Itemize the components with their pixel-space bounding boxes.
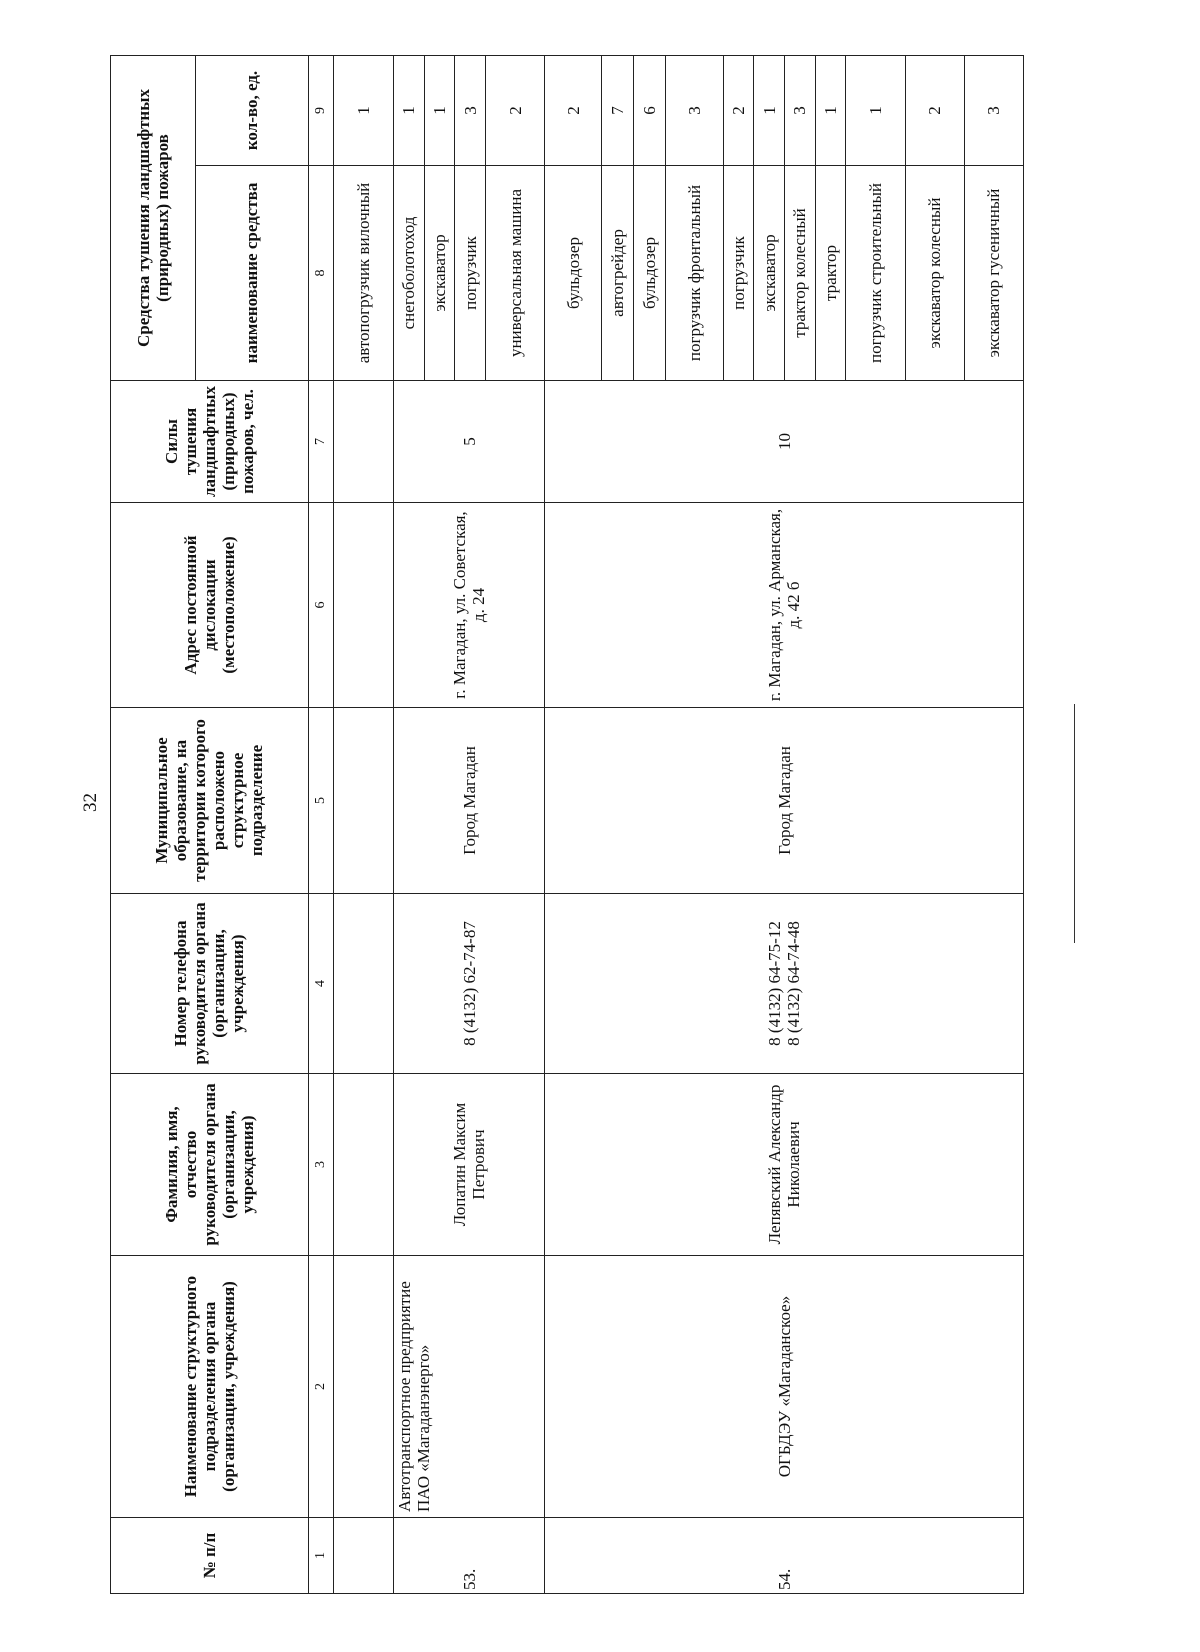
row-number: 53. xyxy=(394,1518,545,1594)
equipment-name: бульдозер xyxy=(545,166,602,381)
equipment-qty: 2 xyxy=(905,55,964,165)
equipment-qty: 2 xyxy=(486,55,545,165)
equipment-qty: 3 xyxy=(785,55,816,165)
equipment-qty: 3 xyxy=(964,55,1023,165)
header-forces: Силы тушения ландшафтных (природных) пожаров, чел. xyxy=(111,381,309,503)
equipment-name: экскаватор гусеничный xyxy=(964,166,1023,381)
equipment-name: экскаватор колесный xyxy=(905,166,964,381)
col-number-4: 4 xyxy=(308,894,333,1074)
forces-count: 10 xyxy=(545,381,1024,503)
org-name: Автотранспортное предприятие ПАО «Магаданэнерго» xyxy=(394,1256,545,1518)
equipment-name: погрузчик строительный xyxy=(846,166,905,381)
address: г. Магадан, ул. Советская, д. 24 xyxy=(394,503,545,708)
equipment-name: погрузчик xyxy=(455,166,486,381)
equipment-qty: 6 xyxy=(634,55,666,165)
cell-empty xyxy=(333,381,393,503)
header-equipment: Средства тушения ландшафтных (природных) пожаров xyxy=(111,55,196,380)
separator-line xyxy=(1074,704,1075,943)
equipment-name: бульдозер xyxy=(634,166,666,381)
equipment-name: трактор xyxy=(815,166,846,381)
equipment-name: трактор колесный xyxy=(785,166,816,381)
equipment-qty: 3 xyxy=(455,55,486,165)
equipment-qty: 3 xyxy=(665,55,723,165)
header-municipality: Муниципальное образование, на территории которого расположено структурное подразделение xyxy=(111,708,309,894)
head-phone: 8 (4132) 64-75-12 8 (4132) 64-74-48 xyxy=(545,894,1024,1074)
equipment-name: погрузчик фронтальный xyxy=(665,166,723,381)
page-number: 32 xyxy=(80,793,101,812)
col-number-8: 8 xyxy=(308,166,333,381)
cell-empty xyxy=(333,503,393,708)
col-number-3: 3 xyxy=(308,1074,333,1256)
header-head: Фамилия, имя, отчество руководителя органа (организации, учреждения) xyxy=(111,1074,309,1256)
cell-empty xyxy=(333,708,393,894)
row-number: 54. xyxy=(545,1518,1024,1594)
equipment-qty: 1 xyxy=(424,55,455,165)
equipment-qty: 2 xyxy=(545,55,602,165)
header-equipment-name: наименование средства xyxy=(195,166,308,381)
col-number-6: 6 xyxy=(308,503,333,708)
cell-empty xyxy=(333,1074,393,1256)
head-name: Лепявский Александр Николаевич xyxy=(545,1074,1024,1256)
org-name: ОГБДЭУ «Магаданское» xyxy=(545,1256,1024,1518)
equipment-qty: 7 xyxy=(602,55,634,165)
header-num: № п/п xyxy=(111,1518,309,1594)
fire-forces-table xyxy=(110,55,1024,1594)
equipment-qty: 2 xyxy=(723,55,754,165)
table-row-54 xyxy=(545,55,602,1593)
municipality: Город Магадан xyxy=(394,708,545,894)
equipment-qty: 1 xyxy=(815,55,846,165)
equipment-name: снегоболотоход xyxy=(394,166,425,381)
head-name: Лопатин Максим Петрович xyxy=(394,1074,545,1256)
col-number-2: 2 xyxy=(308,1256,333,1518)
equipment-name: автогрейдер xyxy=(602,166,634,381)
col-number-1: 1 xyxy=(308,1518,333,1594)
table-row-continuation xyxy=(333,55,393,1593)
header-address: Адрес постоянной дислокации (местоположение) xyxy=(111,503,309,708)
equipment-name: экскаватор xyxy=(754,166,785,381)
col-number-9: 9 xyxy=(308,55,333,165)
header-equipment-qty: кол-во, ед. xyxy=(195,55,308,165)
equipment-qty: 1 xyxy=(754,55,785,165)
cell-empty xyxy=(333,1518,393,1594)
header-row-1 xyxy=(111,55,196,1593)
table-row-53 xyxy=(394,55,425,1593)
rotated-table-container xyxy=(110,56,1024,1594)
header-name: Наименование структурного подразделения органа (организации, учреждения) xyxy=(111,1256,309,1518)
header-phone: Номер телефона руководителя органа (организации, учреждения) xyxy=(111,894,309,1074)
col-number-7: 7 xyxy=(308,381,333,503)
forces-count: 5 xyxy=(394,381,545,503)
equipment-qty: 1 xyxy=(846,55,905,165)
equipment-name: автопогрузчик вилочный xyxy=(333,166,393,381)
equipment-qty: 1 xyxy=(333,55,393,165)
head-phone: 8 (4132) 62-74-87 xyxy=(394,894,545,1074)
col-number-5: 5 xyxy=(308,708,333,894)
equipment-name: универсальная машина xyxy=(486,166,545,381)
equipment-name: погрузчик xyxy=(723,166,754,381)
cell-empty xyxy=(333,1256,393,1518)
equipment-qty: 1 xyxy=(394,55,425,165)
column-number-row xyxy=(308,55,333,1593)
cell-empty xyxy=(333,894,393,1074)
municipality: Город Магадан xyxy=(545,708,1024,894)
address: г. Магадан, ул. Арманская, д. 42 б xyxy=(545,503,1024,708)
equipment-name: экскаватор xyxy=(424,166,455,381)
